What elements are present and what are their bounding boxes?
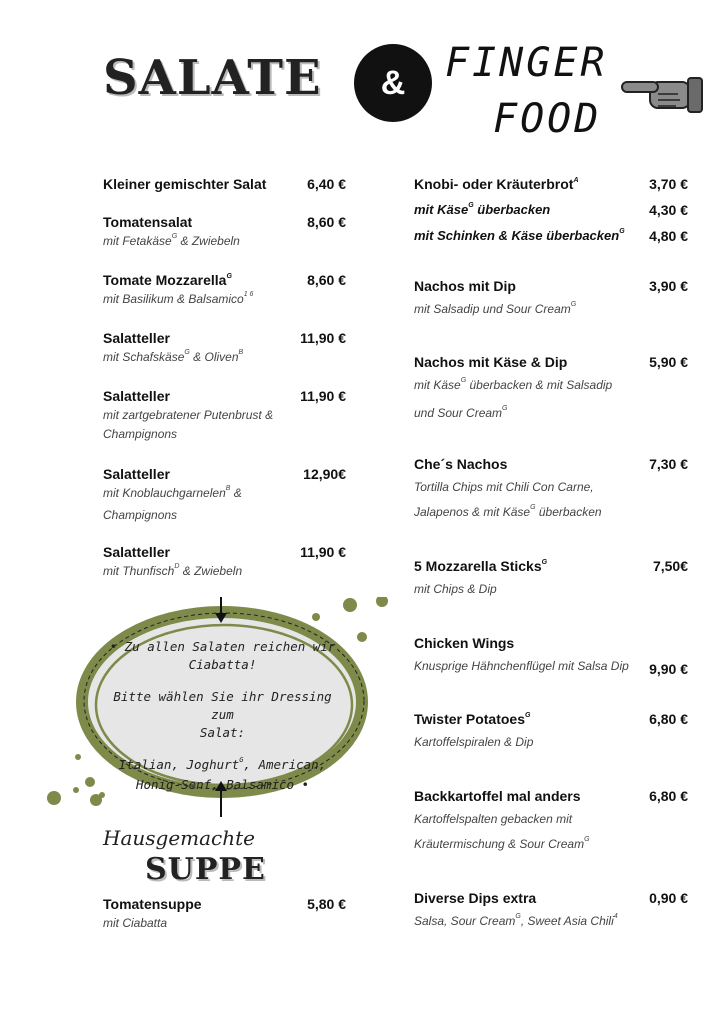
menu-item	[414, 788, 688, 890]
item-description: mit Chips & Dip	[414, 582, 497, 596]
item-name: Backkartoffel mal anders	[414, 788, 581, 804]
item-name: Knobi- oder Kräuterbrot$^A$	[414, 176, 579, 192]
dressing-note-line: Italian, Joghurt$^G$, American,	[118, 756, 327, 772]
item-description: mit zartgebratener Putenbrust &	[103, 408, 274, 422]
item-price: 11,90 €	[300, 330, 346, 346]
title-food: FOOD	[493, 96, 602, 142]
item-name: Salatteller	[103, 330, 170, 346]
menu-item	[103, 466, 346, 544]
menu-item	[103, 176, 346, 214]
item-price: 3,70 €	[649, 176, 688, 192]
item-name: Chicken Wings	[414, 635, 515, 651]
menu-item	[414, 890, 688, 940]
title-salate: SALATE	[103, 50, 322, 106]
menu-item	[414, 278, 688, 354]
menu-item	[103, 544, 346, 594]
item-price: 8,60 €	[307, 272, 346, 288]
dressing-note-line: Bitte wählen Sie ihr Dressing zum	[113, 689, 332, 722]
menu-item	[414, 456, 688, 558]
finger-food-column	[414, 176, 688, 940]
title-finger: FINGER	[445, 40, 608, 86]
item-name: Salatteller	[103, 466, 170, 482]
item-price: 11,90 €	[300, 388, 346, 404]
item-price: 7,30 €	[649, 456, 688, 472]
soup-heading-big: SUPPE	[145, 852, 266, 887]
item-price: 5,90 €	[649, 354, 688, 370]
item-name: Nachos mit Käse & Dip	[414, 354, 568, 370]
menu-item	[414, 558, 688, 635]
salads-column	[103, 176, 346, 594]
item-price: 4,80 €	[649, 228, 688, 244]
item-description: mit Thunfisch$^D$ & Zwiebeln	[103, 563, 243, 578]
item-name: Che´s Nachos	[414, 456, 508, 472]
item-price: 12,90€	[303, 466, 346, 482]
dressing-note-line: Salat:	[199, 725, 246, 740]
menu-item	[103, 388, 346, 466]
item-description: Kartoffelspalten gebacken mit	[414, 812, 573, 826]
item-name: Twister Potatoes$^G$	[414, 711, 531, 727]
item-description: Tortilla Chips mit Chili Con Carne,	[414, 480, 594, 494]
menu-item	[414, 635, 688, 711]
item-price: 6,80 €	[649, 788, 688, 804]
item-price: 0,90 €	[649, 890, 688, 906]
item-price: 7,50€	[652, 558, 688, 574]
item-description: mit Knoblauchgarnelen$^B$ &	[103, 485, 242, 500]
item-price: 6,80 €	[649, 711, 688, 727]
item-description-line2: Jalapenos & mit Käse$^G$ überbacken	[414, 504, 602, 519]
item-name: Diverse Dips extra	[414, 890, 537, 906]
pointing-hand-icon	[620, 68, 704, 118]
menu-item	[103, 330, 346, 388]
item-description: mit Salsadip und Sour Cream$^G$	[414, 301, 577, 316]
menu-item	[103, 896, 346, 934]
menu-item	[414, 202, 688, 228]
item-price: 11,90 €	[300, 544, 346, 560]
item-description: Kartoffelspiralen & Dip	[414, 735, 534, 749]
item-description: mit Ciabatta	[103, 916, 168, 930]
item-name: Tomate Mozzarella$^G$	[103, 272, 232, 288]
ampersand-text: &	[380, 63, 406, 102]
ampersand-badge	[354, 44, 432, 122]
item-name: Salatteller	[103, 388, 170, 404]
item-description-line2: Champignons	[103, 427, 178, 441]
item-name: Tomatensalat	[103, 214, 193, 230]
item-price: 8,60 €	[307, 214, 346, 230]
item-price: 4,30 €	[649, 202, 688, 218]
menu-item	[414, 228, 688, 278]
item-name: mit Käse$^G$ überbacken	[414, 202, 551, 217]
item-description-line2: und Sour Cream$^G$	[414, 405, 508, 420]
soup-heading-small: Hausgemachte	[103, 826, 255, 850]
item-description: Salsa, Sour Cream$^G$, Sweet Asia Chili$^4$	[414, 913, 618, 928]
dressing-note-line: Ciabatta!	[188, 657, 257, 672]
item-description: mit Käse$^G$ überbacken & mit Salsadip	[414, 377, 613, 392]
item-name: mit Schinken & Käse überbacken$^G$	[414, 228, 625, 243]
dressing-note-line: • Zu allen Salaten reichen wir	[109, 639, 336, 654]
menu-item	[414, 176, 688, 202]
item-name: Nachos mit Dip	[414, 278, 516, 294]
item-price: 6,40 €	[307, 176, 346, 192]
item-price: 3,90 €	[649, 278, 688, 294]
dressing-note-line: Honig-Senf, Balsamico •	[135, 777, 310, 792]
item-description: mit Basilikum & Balsamico$^{1 6}$	[103, 291, 254, 306]
item-description: Knusprige Hähnchenflügel mit Salsa Dip	[414, 659, 629, 673]
item-description: mit Schafskäse$^G$ & Oliven$^B$	[103, 349, 244, 364]
menu-item	[103, 214, 346, 272]
item-name: 5 Mozzarella Sticks$^G$	[414, 558, 548, 574]
item-price: 5,80 €	[307, 896, 346, 912]
menu-item	[414, 711, 688, 788]
menu-item	[103, 272, 346, 330]
item-name: Kleiner gemischter Salat	[103, 176, 267, 192]
item-description-line2: Champignons	[103, 508, 178, 522]
dressing-note	[100, 638, 345, 794]
menu-item	[414, 354, 688, 456]
item-description-line2: Kräutermischung & Sour Cream$^G$	[414, 836, 590, 851]
item-name: Tomatensuppe	[103, 896, 202, 912]
soup-list	[103, 896, 346, 934]
item-name: Salatteller	[103, 544, 170, 560]
item-price: 9,90 €	[649, 661, 688, 677]
item-description: mit Fetakäse$^G$ & Zwiebeln	[103, 233, 240, 248]
